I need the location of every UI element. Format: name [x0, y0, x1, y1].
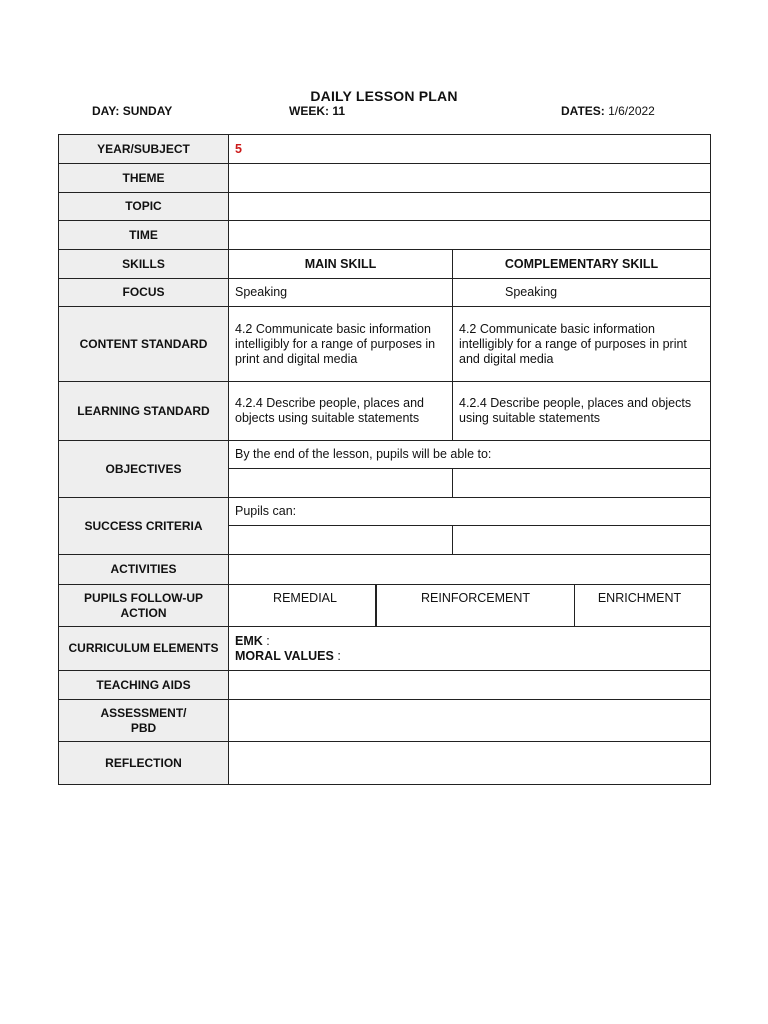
- dates-field: [561, 104, 655, 118]
- day-label: DAY:: [92, 104, 120, 118]
- time-label: TIME: [59, 221, 229, 250]
- objectives-complementary[interactable]: [453, 469, 711, 498]
- row-reflection: [59, 742, 711, 785]
- objectives-intro[interactable]: By the end of the lesson, pupils will be able to:: [229, 441, 711, 469]
- year-subject-label: YEAR/SUBJECT: [59, 135, 229, 164]
- activities-label: ACTIVITIES: [59, 555, 229, 585]
- moral-sep: :: [337, 648, 341, 663]
- row-follow-up: [59, 585, 711, 627]
- row-year-subject: [59, 135, 711, 164]
- learning-standard-label: LEARNING STANDARD: [59, 382, 229, 441]
- curriculum-value[interactable]: [229, 627, 711, 671]
- time-value[interactable]: [229, 221, 711, 250]
- teaching-aids-label: TEACHING AIDS: [59, 671, 229, 700]
- emk-label: EMK: [235, 633, 263, 648]
- day-field: [92, 104, 172, 118]
- row-curriculum: [59, 627, 711, 671]
- day-value: SUNDAY: [122, 104, 173, 118]
- content-standard-complementary[interactable]: 4.2 Communicate basic information intelligibly for a range of purposes in print and digital media: [453, 307, 711, 382]
- row-success-criteria: [59, 498, 711, 526]
- topic-value[interactable]: [229, 193, 711, 221]
- moral-values-label: MORAL VALUES: [235, 648, 334, 663]
- page-title: DAILY LESSON PLAN: [310, 88, 458, 104]
- focus-label: FOCUS: [59, 279, 229, 307]
- week-field: [289, 104, 345, 118]
- curriculum-label: CURRICULUM ELEMENTS: [59, 627, 229, 671]
- row-topic: [59, 193, 711, 221]
- moral-values-line: [235, 649, 704, 664]
- learning-standard-complementary[interactable]: 4.2.4 Describe people, places and objects using suitable statements: [453, 382, 711, 441]
- row-theme: [59, 164, 711, 193]
- reinforcement-cell[interactable]: REINFORCEMENT: [377, 585, 575, 626]
- row-teaching-aids: [59, 671, 711, 700]
- topic-label: TOPIC: [59, 193, 229, 221]
- dates-value: 1/6/2022: [608, 104, 655, 118]
- learning-standard-main[interactable]: 4.2.4 Describe people, places and objects using suitable statements: [229, 382, 453, 441]
- reflection-value[interactable]: [229, 742, 711, 785]
- complementary-skill-header: COMPLEMENTARY SKILL: [453, 250, 711, 279]
- success-criteria-complementary[interactable]: [453, 526, 711, 555]
- emk-line: [235, 634, 704, 649]
- main-skill-header: MAIN SKILL: [229, 250, 453, 279]
- skills-label: SKILLS: [59, 250, 229, 279]
- follow-up-cells: [229, 585, 711, 627]
- reflection-label: REFLECTION: [59, 742, 229, 785]
- focus-main[interactable]: Speaking: [229, 279, 453, 307]
- row-skills: [59, 250, 711, 279]
- objectives-label: OBJECTIVES: [59, 441, 229, 498]
- row-focus: [59, 279, 711, 307]
- success-criteria-label: SUCCESS CRITERIA: [59, 498, 229, 555]
- assessment-value[interactable]: [229, 700, 711, 742]
- row-objectives: [59, 441, 711, 469]
- row-activities: [59, 555, 711, 585]
- focus-complementary[interactable]: Speaking: [453, 279, 711, 307]
- content-standard-main[interactable]: 4.2 Communicate basic information intelligibly for a range of purposes in print and digital media: [229, 307, 453, 382]
- remedial-cell[interactable]: REMEDIAL: [235, 585, 377, 626]
- theme-label: THEME: [59, 164, 229, 193]
- assessment-label: [59, 700, 229, 742]
- enrichment-cell[interactable]: ENRICHMENT: [597, 591, 682, 605]
- lesson-plan-table: [58, 134, 711, 785]
- week-label: WEEK:: [289, 104, 329, 118]
- success-criteria-intro[interactable]: Pupils can:: [229, 498, 711, 526]
- objectives-main[interactable]: [229, 469, 453, 498]
- emk-sep: :: [266, 633, 270, 648]
- row-content-standard: [59, 307, 711, 382]
- year-subject-value[interactable]: [229, 135, 711, 164]
- year-value: 5: [235, 141, 242, 156]
- row-learning-standard: [59, 382, 711, 441]
- theme-value[interactable]: [229, 164, 711, 193]
- row-assessment: [59, 700, 711, 742]
- week-value: 11: [332, 104, 346, 118]
- follow-up-label: PUPILS FOLLOW-UP ACTION: [59, 585, 229, 627]
- assessment-label-line2: PBD: [130, 720, 157, 735]
- assessment-label-line1: ASSESSMENT/: [100, 705, 187, 720]
- dates-label: DATES:: [561, 104, 605, 118]
- teaching-aids-value[interactable]: [229, 671, 711, 700]
- row-time: [59, 221, 711, 250]
- activities-value[interactable]: [229, 555, 711, 585]
- success-criteria-main[interactable]: [229, 526, 453, 555]
- content-standard-label: CONTENT STANDARD: [59, 307, 229, 382]
